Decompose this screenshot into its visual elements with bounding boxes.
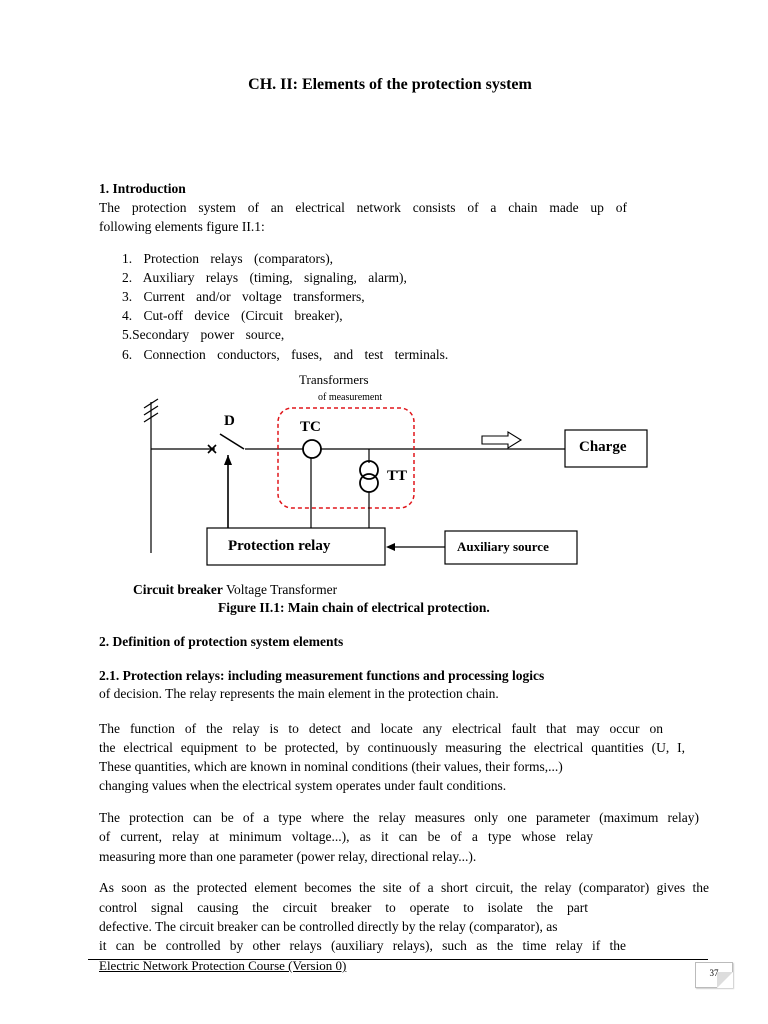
- circuit-breaker-symbol: [208, 434, 244, 528]
- paragraph-line: These quantities, which are known in nominal conditions (their values, their forms,...): [99, 759, 563, 774]
- page-number: 37: [709, 968, 719, 978]
- list-item: 4. Cut-off device (Circuit breaker),: [122, 308, 343, 323]
- intro-line-1: The protection system of an electrical network consists of a chain made up of: [99, 200, 627, 215]
- page-number-box: [695, 962, 733, 988]
- tc-label: TC: [300, 419, 321, 435]
- list-item: 2. Auxiliary relays (timing, signaling, alarm),: [122, 270, 407, 285]
- paragraph-line: measuring more than one parameter (power relay, directional relay...).: [99, 849, 477, 864]
- tt-label: TT: [387, 468, 408, 484]
- paragraph-line: control signal causing the circuit breaker to operate to isolate the part: [99, 900, 588, 915]
- charge-label: Charge: [579, 439, 627, 455]
- auxiliary-source-label: Auxiliary source: [457, 539, 549, 554]
- voltage-transformer-icon: [360, 461, 378, 492]
- section-2-1-heading: 2.1. Protection relays: including measurement functions and processing logics: [99, 668, 545, 683]
- footer-text: Electric Network Protection Course (Version 0): [99, 958, 347, 973]
- list-item: 5.Secondary power source,: [122, 327, 285, 342]
- page-title: CH. II: Elements of the protection system: [248, 76, 532, 93]
- paragraph-line: defective. The circuit breaker can be controlled directly by the relay (comparator), as: [99, 919, 558, 934]
- paragraph-line: The protection can be of a type where the relay measures only one parameter (maximum relay): [99, 810, 699, 825]
- transformers-label: Transformers: [299, 372, 369, 387]
- source-bus: [144, 399, 158, 553]
- list-item: 6. Connection conductors, fuses, and test terminals.: [122, 347, 449, 362]
- figure-legend: [133, 580, 337, 599]
- power-flow-arrow-icon: [482, 432, 521, 448]
- breaker-d-label: D: [224, 413, 235, 429]
- paragraph-line: the electrical equipment to be protected, by continuously measuring the electrical quantities (U, I,: [99, 740, 685, 755]
- list-item: 1. Protection relays (comparators),: [122, 251, 334, 266]
- intro-heading: 1. Introduction: [99, 181, 186, 196]
- section-2-heading: 2. Definition of protection system elements: [99, 634, 344, 649]
- voltage-transformer-legend: Voltage Transformer: [222, 582, 338, 597]
- section-2-1-line: of decision. The relay represents the main element in the protection chain.: [99, 686, 499, 701]
- paragraph-line: As soon as the protected element becomes the site of a short circuit, the relay (comparator) gives the: [99, 880, 709, 895]
- measurement-label: of measurement: [318, 392, 383, 403]
- page-fold-icon: [717, 972, 733, 988]
- current-transformer-icon: [303, 440, 321, 458]
- measurement-transformers-box: [278, 408, 414, 508]
- arrowhead-icon: [386, 543, 395, 551]
- protection-relay-label: Protection relay: [228, 538, 331, 554]
- arrowhead-icon: [224, 455, 232, 465]
- intro-line-2: following elements figure II.1:: [99, 219, 265, 234]
- paragraph-line: changing values when the electrical system operates under fault conditions.: [99, 778, 507, 793]
- list-item: 3. Current and/or voltage transformers,: [122, 289, 365, 304]
- paragraph-line: of current, relay at minimum voltage...), as it can be of a type whose relay: [99, 829, 593, 844]
- paragraph-line: it can be controlled by other relays (auxiliary relays), such as the time relay if the: [99, 938, 626, 953]
- figure-caption: Figure II.1: Main chain of electrical protection.: [218, 600, 490, 615]
- paragraph-line: The function of the relay is to detect and locate any electrical fault that may occur on: [99, 721, 663, 736]
- circuit-breaker-legend: Circuit breaker: [133, 582, 223, 597]
